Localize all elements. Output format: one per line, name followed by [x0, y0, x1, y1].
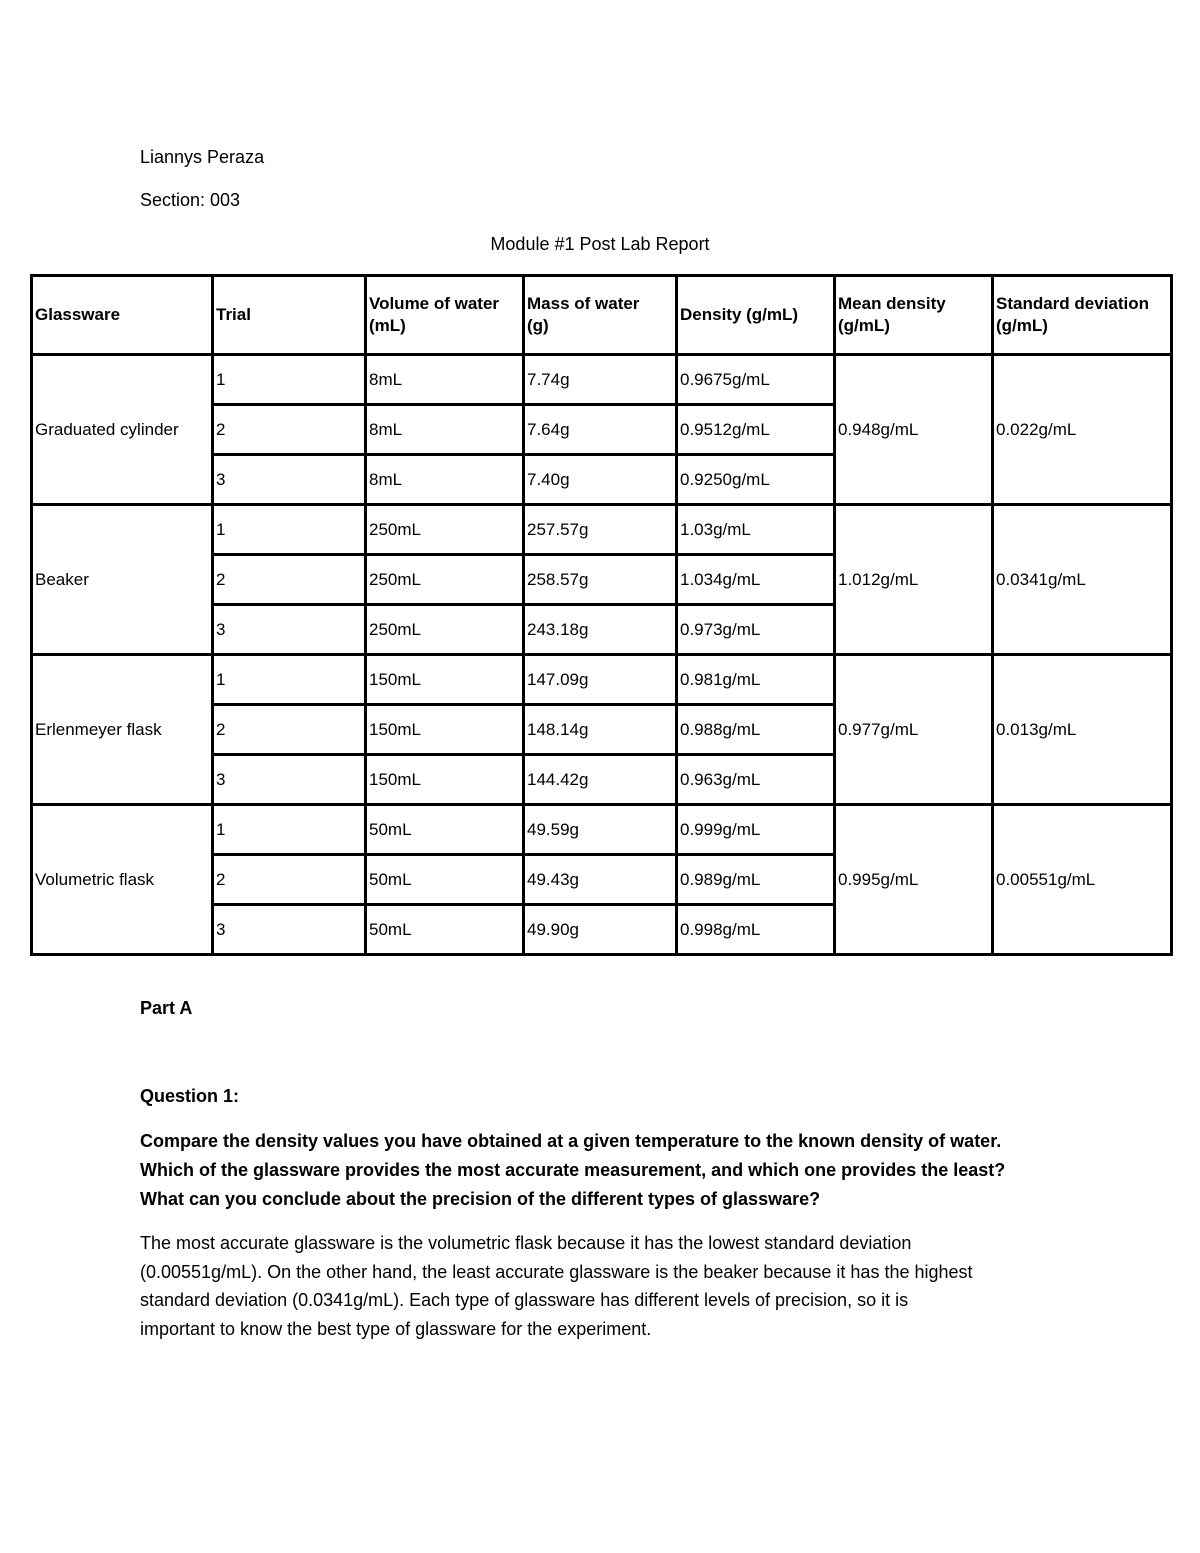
trial-cell: 1 — [213, 655, 366, 705]
density-cell: 0.973g/mL — [677, 605, 835, 655]
answer-line: standard deviation (0.0341g/mL). Each type of glassware has different levels of precision, so it is — [140, 1290, 909, 1310]
question-line: Which of the glassware provides the most accurate measurement, and which one provides the least? — [140, 1160, 1006, 1180]
density-cell: 0.9512g/mL — [677, 405, 835, 455]
volume-cell: 250mL — [366, 505, 524, 555]
question-line: What can you conclude about the precision of the different types of glassware? — [140, 1189, 821, 1209]
header-mass-line1: Mass of water — [527, 294, 640, 313]
header-mean-line1: Mean density — [838, 294, 946, 313]
mass-cell: 49.43g — [524, 855, 677, 905]
header-mass — [524, 276, 677, 355]
density-cell: 0.988g/mL — [677, 705, 835, 755]
standard-deviation-cell: 0.013g/mL — [993, 655, 1172, 805]
standard-deviation-cell: 0.022g/mL — [993, 355, 1172, 505]
answer-line: The most accurate glassware is the volumetric flask because it has the lowest standard deviation — [140, 1233, 912, 1253]
mean-density-cell: 0.977g/mL — [835, 655, 993, 805]
trial-cell: 1 — [213, 805, 366, 855]
mass-cell: 49.59g — [524, 805, 677, 855]
header-volume — [366, 276, 524, 355]
header-standard-deviation — [993, 276, 1172, 355]
answer-paragraph — [140, 1229, 1100, 1343]
standard-deviation-cell: 0.0341g/mL — [993, 505, 1172, 655]
answer-line: (0.00551g/mL). On the other hand, the least accurate glassware is the beaker because it has the highest — [140, 1261, 973, 1282]
part-a-heading: Part A — [140, 998, 193, 1018]
header-glassware: Glassware — [32, 276, 213, 355]
volume-cell: 50mL — [366, 905, 524, 955]
header-density: Density (g/mL) — [677, 276, 835, 355]
mean-density-cell: 0.948g/mL — [835, 355, 993, 505]
mass-cell: 243.18g — [524, 605, 677, 655]
header-sd-line1: Standard deviation — [996, 294, 1150, 313]
glassware-cell: Graduated cylinder — [32, 355, 213, 505]
mass-cell: 258.57g — [524, 555, 677, 605]
mass-cell: 7.74g — [524, 355, 677, 405]
table-row — [32, 805, 1172, 855]
trial-cell: 2 — [213, 705, 366, 755]
question-line: Compare the density values you have obtained at a given temperature to the known density of water. — [140, 1131, 1002, 1151]
density-cell: 0.998g/mL — [677, 905, 835, 955]
volume-cell: 250mL — [366, 605, 524, 655]
glassware-cell: Erlenmeyer flask — [32, 655, 213, 805]
volume-cell: 250mL — [366, 555, 524, 605]
mass-cell: 148.14g — [524, 705, 677, 755]
table-header-row — [32, 276, 1172, 355]
density-cell: 0.9675g/mL — [677, 355, 835, 405]
mass-cell: 147.09g — [524, 655, 677, 705]
header-mass-line2: (g) — [527, 316, 549, 335]
volume-cell: 8mL — [366, 405, 524, 455]
trial-cell: 2 — [213, 405, 366, 455]
glassware-cell: Volumetric flask — [32, 805, 213, 955]
trial-cell: 2 — [213, 855, 366, 905]
header-volume-line2: (mL) — [369, 316, 406, 335]
mean-density-cell: 0.995g/mL — [835, 805, 993, 955]
mean-density-cell: 1.012g/mL — [835, 505, 993, 655]
section-number: Section: 003 — [140, 190, 241, 210]
document-title: Module #1 Post Lab Report — [490, 234, 710, 254]
volume-cell: 8mL — [366, 455, 524, 505]
question-1-text — [140, 1127, 1100, 1214]
mass-cell: 144.42g — [524, 755, 677, 805]
density-cell: 0.981g/mL — [677, 655, 835, 705]
mass-cell: 7.40g — [524, 455, 677, 505]
trial-cell: 2 — [213, 555, 366, 605]
volume-cell: 8mL — [366, 355, 524, 405]
header-mean-density — [835, 276, 993, 355]
header-volume-line1: Volume of water — [369, 294, 500, 313]
trial-cell: 3 — [213, 605, 366, 655]
standard-deviation-cell: 0.00551g/mL — [993, 805, 1172, 955]
mass-cell: 257.57g — [524, 505, 677, 555]
volume-cell: 50mL — [366, 855, 524, 905]
trial-cell: 3 — [213, 755, 366, 805]
mass-cell: 7.64g — [524, 405, 677, 455]
trial-cell: 3 — [213, 455, 366, 505]
table-row — [32, 355, 1172, 405]
density-cell: 0.963g/mL — [677, 755, 835, 805]
density-cell: 0.9250g/mL — [677, 455, 835, 505]
density-table — [30, 274, 1173, 956]
glassware-cell: Beaker — [32, 505, 213, 655]
density-cell: 0.989g/mL — [677, 855, 835, 905]
trial-cell: 1 — [213, 355, 366, 405]
trial-cell: 3 — [213, 905, 366, 955]
header-mean-line2: (g/mL) — [838, 316, 890, 335]
answer-line: important to know the best type of glassware for the experiment. — [140, 1318, 652, 1339]
volume-cell: 150mL — [366, 705, 524, 755]
density-cell: 1.034g/mL — [677, 555, 835, 605]
header-sd-line2: (g/mL) — [996, 316, 1048, 335]
author-name: Liannys Peraza — [140, 147, 265, 167]
header-trial: Trial — [213, 276, 366, 355]
density-cell: 0.999g/mL — [677, 805, 835, 855]
density-cell: 1.03g/mL — [677, 505, 835, 555]
table-row — [32, 655, 1172, 705]
volume-cell: 150mL — [366, 755, 524, 805]
volume-cell: 50mL — [366, 805, 524, 855]
question-1-label: Question 1: — [140, 1086, 240, 1106]
volume-cell: 150mL — [366, 655, 524, 705]
mass-cell: 49.90g — [524, 905, 677, 955]
table-row — [32, 505, 1172, 555]
trial-cell: 1 — [213, 505, 366, 555]
